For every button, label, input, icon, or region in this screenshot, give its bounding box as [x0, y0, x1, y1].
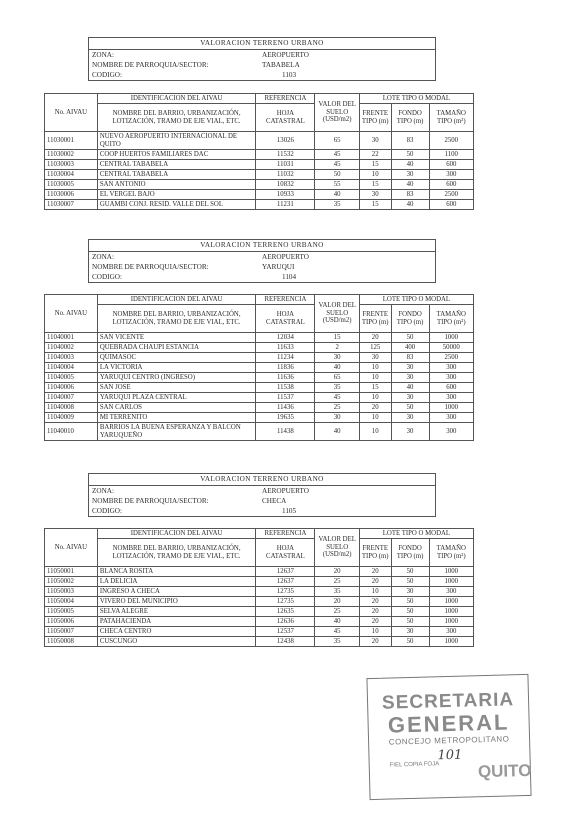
cell-aivau: 11030003 [45, 160, 98, 170]
col-header-valor: VALOR DEL SUELO (USD/m2) [315, 529, 359, 567]
col-header-referencia: REFERENCIA [256, 529, 315, 539]
col-header-aivau: No. AIVAU [45, 94, 98, 132]
table-row [45, 597, 474, 607]
cell-aivau: 11040006 [45, 383, 98, 393]
cell-hoja: 11234 [256, 353, 315, 363]
cell-tamano: 1000 [429, 403, 473, 413]
cell-valor: 45 [315, 150, 359, 160]
cell-hoja: 12637 [256, 567, 315, 577]
cell-fondo: 50 [391, 597, 429, 607]
cell-tamano: 1000 [429, 577, 473, 587]
cell-nombre: VIVERO DEL MUNICIPIO [97, 597, 255, 607]
codigo-value: 1105 [282, 506, 297, 515]
cell-tamano: 1000 [429, 597, 473, 607]
cell-valor: 40 [315, 363, 359, 373]
cell-fondo: 50 [391, 577, 429, 587]
cell-valor: 25 [315, 607, 359, 617]
cell-nombre: LA VICTORIA [97, 363, 255, 373]
cell-frente: 30 [359, 190, 391, 200]
cell-aivau: 11050003 [45, 587, 98, 597]
cell-hoja: 12034 [256, 333, 315, 343]
parroquia-value: CHECA [262, 496, 287, 505]
cell-frente: 10 [359, 587, 391, 597]
col-header-identificacion: IDENTIFICACION DEL AIVAU [97, 94, 255, 104]
col-header-frente: FRENTE TIPO (m) [359, 305, 391, 333]
cell-nombre: SAN JOSE [97, 383, 255, 393]
cell-frente: 10 [359, 393, 391, 403]
cell-nombre: GUAMBI CONJ. RESID. VALLE DEL SOL [97, 200, 255, 210]
cell-tamano: 2500 [429, 132, 473, 150]
cell-nombre: QUEBRADA CHAUPI ESTANCIA [97, 343, 255, 353]
cell-fondo: 83 [391, 132, 429, 150]
cell-valor: 40 [315, 190, 359, 200]
cell-fondo: 30 [391, 363, 429, 373]
cell-aivau: 11030007 [45, 200, 98, 210]
cell-tamano: 300 [429, 373, 473, 383]
col-header-hoja: HOJA CATASTRAL [256, 539, 315, 567]
cell-hoja: 11436 [256, 403, 315, 413]
table-row [45, 627, 474, 637]
cell-tamano: 1000 [429, 333, 473, 343]
col-header-tamano: TAMAÑO TIPO (m²) [429, 104, 473, 132]
cell-fondo: 83 [391, 190, 429, 200]
cell-fondo: 83 [391, 353, 429, 363]
cell-fondo: 50 [391, 607, 429, 617]
table-row [45, 403, 474, 413]
cell-valor: 45 [315, 627, 359, 637]
section-1-table [44, 93, 474, 210]
cell-frente: 10 [359, 627, 391, 637]
cell-frente: 125 [359, 343, 391, 353]
cell-valor: 35 [315, 383, 359, 393]
quito-logo: QUITO [477, 760, 532, 782]
zona-value: AEROPUERTO [262, 486, 309, 495]
cell-frente: 15 [359, 180, 391, 190]
cell-valor: 30 [315, 413, 359, 423]
cell-nombre: CHECA CENTRO [97, 627, 255, 637]
codigo-label: CODIGO: [92, 70, 122, 79]
cell-valor: 30 [315, 353, 359, 363]
table-row [45, 423, 474, 441]
cell-frente: 10 [359, 413, 391, 423]
table-row [45, 617, 474, 627]
table-row [45, 373, 474, 383]
cell-nombre: COOP HUERTOS FAMILIARES DAC [97, 150, 255, 160]
cell-valor: 20 [315, 597, 359, 607]
cell-valor: 35 [315, 637, 359, 647]
cell-aivau: 11030004 [45, 170, 98, 180]
cell-frente: 15 [359, 160, 391, 170]
cell-hoja: 11032 [256, 170, 315, 180]
cell-hoja: 11538 [256, 383, 315, 393]
table-row [45, 383, 474, 393]
cell-aivau: 11050005 [45, 607, 98, 617]
table-row [45, 413, 474, 423]
cell-aivau: 11040002 [45, 343, 98, 353]
parroquia-value: YARUQUI [262, 262, 295, 271]
cell-hoja: 12537 [256, 627, 315, 637]
table-row [45, 160, 474, 170]
section-1-header [88, 37, 436, 81]
cell-frente: 20 [359, 597, 391, 607]
stamp-fiel-copia: FIEL COPIA FOJA [389, 761, 440, 769]
cell-frente: 20 [359, 577, 391, 587]
cell-aivau: 11030005 [45, 180, 98, 190]
cell-frente: 20 [359, 567, 391, 577]
cell-aivau: 11040003 [45, 353, 98, 363]
codigo-value: 1103 [282, 70, 297, 79]
cell-frente: 22 [359, 150, 391, 160]
cell-hoja: 12438 [256, 637, 315, 647]
cell-nombre: QUIMASOC [97, 353, 255, 363]
cell-tamano: 300 [429, 413, 473, 423]
cell-tamano: 300 [429, 423, 473, 441]
parroquia-label: NOMBRE DE PARROQUIA/SECTOR: [92, 496, 209, 505]
cell-frente: 15 [359, 200, 391, 210]
stamp-line-3: CONCEJO METROPOLITANO [388, 734, 510, 747]
parroquia-label: NOMBRE DE PARROQUIA/SECTOR: [92, 60, 209, 69]
zona-label: ZONA: [92, 50, 114, 59]
col-header-referencia: REFERENCIA [256, 94, 315, 104]
cell-aivau: 11040008 [45, 403, 98, 413]
cell-nombre: SAN ANTONIO [97, 180, 255, 190]
table-row [45, 132, 474, 150]
cell-nombre: BARRIOS LA BUENA ESPERANZA Y BALCON YARUQUEÑO [97, 423, 255, 441]
cell-frente: 30 [359, 353, 391, 363]
zona-value: AEROPUERTO [262, 50, 309, 59]
table-row [45, 607, 474, 617]
col-header-nombre: NOMBRE DEL BARRIO, URBANIZACIÓN, LOTIZACIÓN, TRAMO DE EJE VIAL, ETC. [97, 305, 255, 333]
cell-hoja: 11537 [256, 393, 315, 403]
cell-valor: 25 [315, 403, 359, 413]
cell-fondo: 30 [391, 423, 429, 441]
cell-nombre: SAN CARLOS [97, 403, 255, 413]
cell-hoja: 12735 [256, 587, 315, 597]
cell-tamano: 2500 [429, 190, 473, 200]
cell-aivau: 11050004 [45, 597, 98, 607]
cell-nombre: INGRESO A CHECA [97, 587, 255, 597]
table-row [45, 363, 474, 373]
cell-fondo: 50 [391, 617, 429, 627]
cell-hoja: 12637 [256, 577, 315, 587]
cell-aivau: 11040009 [45, 413, 98, 423]
cell-hoja: 13026 [256, 132, 315, 150]
cell-tamano: 1000 [429, 567, 473, 577]
cell-valor: 65 [315, 132, 359, 150]
col-header-aivau: No. AIVAU [45, 529, 98, 567]
cell-fondo: 30 [391, 587, 429, 597]
cell-tamano: 300 [429, 393, 473, 403]
cell-hoja: 10832 [256, 180, 315, 190]
cell-fondo: 30 [391, 170, 429, 180]
cell-hoja: 11438 [256, 423, 315, 441]
cell-nombre: BLANCA ROSITA [97, 567, 255, 577]
cell-nombre: SELVA ALEGRE [97, 607, 255, 617]
cell-tamano: 1100 [429, 150, 473, 160]
col-header-nombre: NOMBRE DEL BARRIO, URBANIZACIÓN, LOTIZACIÓN, TRAMO DE EJE VIAL, ETC. [97, 539, 255, 567]
cell-valor: 15 [315, 333, 359, 343]
cell-tamano: 1000 [429, 607, 473, 617]
cell-frente: 10 [359, 373, 391, 383]
cell-hoja: 11031 [256, 160, 315, 170]
col-header-hoja: HOJA CATASTRAL [256, 305, 315, 333]
cell-valor: 25 [315, 577, 359, 587]
table-row [45, 200, 474, 210]
col-header-nombre: NOMBRE DEL BARRIO, URBANIZACIÓN, LOTIZACIÓN, TRAMO DE EJE VIAL, ETC. [97, 104, 255, 132]
cell-tamano: 600 [429, 180, 473, 190]
col-header-lote: LOTE TIPO O MODAL [359, 94, 473, 104]
cell-hoja: 11231 [256, 200, 315, 210]
cell-hoja: 11636 [256, 373, 315, 383]
cell-tamano: 1000 [429, 617, 473, 627]
cell-frente: 10 [359, 423, 391, 441]
cell-nombre: YARUQUI PLAZA CENTRAL [97, 393, 255, 403]
section-2-header [88, 239, 436, 283]
table-row [45, 567, 474, 577]
cell-fondo: 50 [391, 333, 429, 343]
cell-aivau: 11050001 [45, 567, 98, 577]
cell-aivau: 11040001 [45, 333, 98, 343]
cell-hoja: 12635 [256, 607, 315, 617]
cell-frente: 20 [359, 637, 391, 647]
cell-frente: 10 [359, 170, 391, 180]
cell-valor: 20 [315, 567, 359, 577]
stamp-line-1: SECRETARIA [381, 689, 515, 714]
col-header-frente: FRENTE TIPO (m) [359, 539, 391, 567]
cell-tamano: 600 [429, 383, 473, 393]
table-row [45, 393, 474, 403]
zona-label: ZONA: [92, 486, 114, 495]
cell-fondo: 400 [391, 343, 429, 353]
codigo-label: CODIGO: [92, 506, 122, 515]
cell-nombre: CENTRAL TABABELA [97, 160, 255, 170]
zona-value: AEROPUERTO [262, 252, 309, 261]
section-3-header [88, 473, 436, 517]
table-row [45, 353, 474, 363]
stamp-line-2: GENERAL [387, 709, 510, 738]
cell-nombre: CUSCUNGO [97, 637, 255, 647]
table-row [45, 170, 474, 180]
cell-frente: 20 [359, 403, 391, 413]
cell-aivau: 11050002 [45, 577, 98, 587]
section-1-title: VALORACION TERRENO URBANO [89, 38, 435, 50]
cell-valor: 40 [315, 423, 359, 441]
col-header-valor: VALOR DEL SUELO (USD/m2) [315, 295, 359, 333]
cell-valor: 65 [315, 373, 359, 383]
cell-aivau: 11030006 [45, 190, 98, 200]
cell-fondo: 50 [391, 150, 429, 160]
cell-frente: 20 [359, 333, 391, 343]
cell-fondo: 40 [391, 383, 429, 393]
cell-tamano: 300 [429, 170, 473, 180]
cell-fondo: 30 [391, 373, 429, 383]
section-2-title: VALORACION TERRENO URBANO [89, 240, 435, 252]
cell-frente: 10 [359, 363, 391, 373]
table-row [45, 150, 474, 160]
cell-valor: 45 [315, 160, 359, 170]
cell-valor: 45 [315, 393, 359, 403]
table-row [45, 577, 474, 587]
codigo-value: 1104 [282, 272, 297, 281]
cell-fondo: 50 [391, 403, 429, 413]
col-header-tamano: TAMAÑO TIPO (m²) [429, 539, 473, 567]
col-header-lote: LOTE TIPO O MODAL [359, 529, 473, 539]
cell-fondo: 30 [391, 627, 429, 637]
cell-aivau: 11040010 [45, 423, 98, 441]
table-row [45, 333, 474, 343]
cell-tamano: 600 [429, 160, 473, 170]
cell-aivau: 11030002 [45, 150, 98, 160]
col-header-tamano: TAMAÑO TIPO (m²) [429, 305, 473, 333]
cell-tamano: 600 [429, 200, 473, 210]
handwritten-folio: 101 [437, 747, 463, 764]
col-header-valor: VALOR DEL SUELO (USD/m2) [315, 94, 359, 132]
cell-aivau: 11040007 [45, 393, 98, 403]
cell-nombre: LA DELICIA [97, 577, 255, 587]
col-header-lote: LOTE TIPO O MODAL [359, 295, 473, 305]
cell-aivau: 11040004 [45, 363, 98, 373]
table-row [45, 190, 474, 200]
cell-tamano: 2500 [429, 353, 473, 363]
section-3-table [44, 528, 474, 647]
table-row [45, 587, 474, 597]
cell-hoja: 11532 [256, 150, 315, 160]
cell-valor: 40 [315, 617, 359, 627]
cell-tamano: 300 [429, 587, 473, 597]
cell-tamano: 1000 [429, 637, 473, 647]
cell-tamano: 300 [429, 627, 473, 637]
cell-valor: 50 [315, 170, 359, 180]
cell-frente: 20 [359, 617, 391, 627]
cell-nombre: SAN VICENTE [97, 333, 255, 343]
parroquia-value: TABABELA [262, 60, 300, 69]
cell-fondo: 40 [391, 200, 429, 210]
cell-nombre: EL VERGEL BAJO [97, 190, 255, 200]
cell-hoja: 19635 [256, 413, 315, 423]
cell-tamano: 50000 [429, 343, 473, 353]
cell-valor: 35 [315, 200, 359, 210]
table-row [45, 637, 474, 647]
secretaria-general-stamp [366, 674, 531, 800]
cell-fondo: 50 [391, 567, 429, 577]
table-row [45, 343, 474, 353]
parroquia-label: NOMBRE DE PARROQUIA/SECTOR: [92, 262, 209, 271]
cell-fondo: 40 [391, 160, 429, 170]
cell-aivau: 11050007 [45, 627, 98, 637]
zona-label: ZONA: [92, 252, 114, 261]
col-header-identificacion: IDENTIFICACION DEL AIVAU [97, 529, 255, 539]
section-2-table [44, 294, 474, 441]
section-3-title: VALORACION TERRENO URBANO [89, 474, 435, 486]
col-header-hoja: HOJA CATASTRAL [256, 104, 315, 132]
col-header-identificacion: IDENTIFICACION DEL AIVAU [97, 295, 255, 305]
cell-fondo: 30 [391, 413, 429, 423]
cell-hoja: 11633 [256, 343, 315, 353]
cell-fondo: 40 [391, 180, 429, 190]
cell-fondo: 30 [391, 393, 429, 403]
cell-nombre: NUEVO AEROPUERTO INTERNACIONAL DE QUITO [97, 132, 255, 150]
cell-hoja: 11836 [256, 363, 315, 373]
cell-frente: 30 [359, 132, 391, 150]
cell-nombre: YARUQUI CENTRO (INGRESO) [97, 373, 255, 383]
codigo-label: CODIGO: [92, 272, 122, 281]
cell-hoja: 12735 [256, 597, 315, 607]
cell-nombre: MI TERRENITO [97, 413, 255, 423]
cell-hoja: 12636 [256, 617, 315, 627]
cell-aivau: 11030001 [45, 132, 98, 150]
cell-valor: 55 [315, 180, 359, 190]
cell-frente: 15 [359, 383, 391, 393]
col-header-fondo: FONDO TIPO (m) [391, 104, 429, 132]
cell-fondo: 50 [391, 637, 429, 647]
cell-aivau: 11050008 [45, 637, 98, 647]
col-header-fondo: FONDO TIPO (m) [391, 305, 429, 333]
col-header-aivau: No. AIVAU [45, 295, 98, 333]
table-row [45, 180, 474, 190]
col-header-frente: FRENTE TIPO (m) [359, 104, 391, 132]
cell-valor: 35 [315, 587, 359, 597]
cell-tamano: 300 [429, 363, 473, 373]
col-header-fondo: FONDO TIPO (m) [391, 539, 429, 567]
cell-aivau: 11050006 [45, 617, 98, 627]
cell-aivau: 11040005 [45, 373, 98, 383]
cell-nombre: PATAHACIENDA [97, 617, 255, 627]
cell-valor: 2 [315, 343, 359, 353]
cell-nombre: CENTRAL TABABELA [97, 170, 255, 180]
cell-hoja: 10933 [256, 190, 315, 200]
col-header-referencia: REFERENCIA [256, 295, 315, 305]
cell-frente: 20 [359, 607, 391, 617]
